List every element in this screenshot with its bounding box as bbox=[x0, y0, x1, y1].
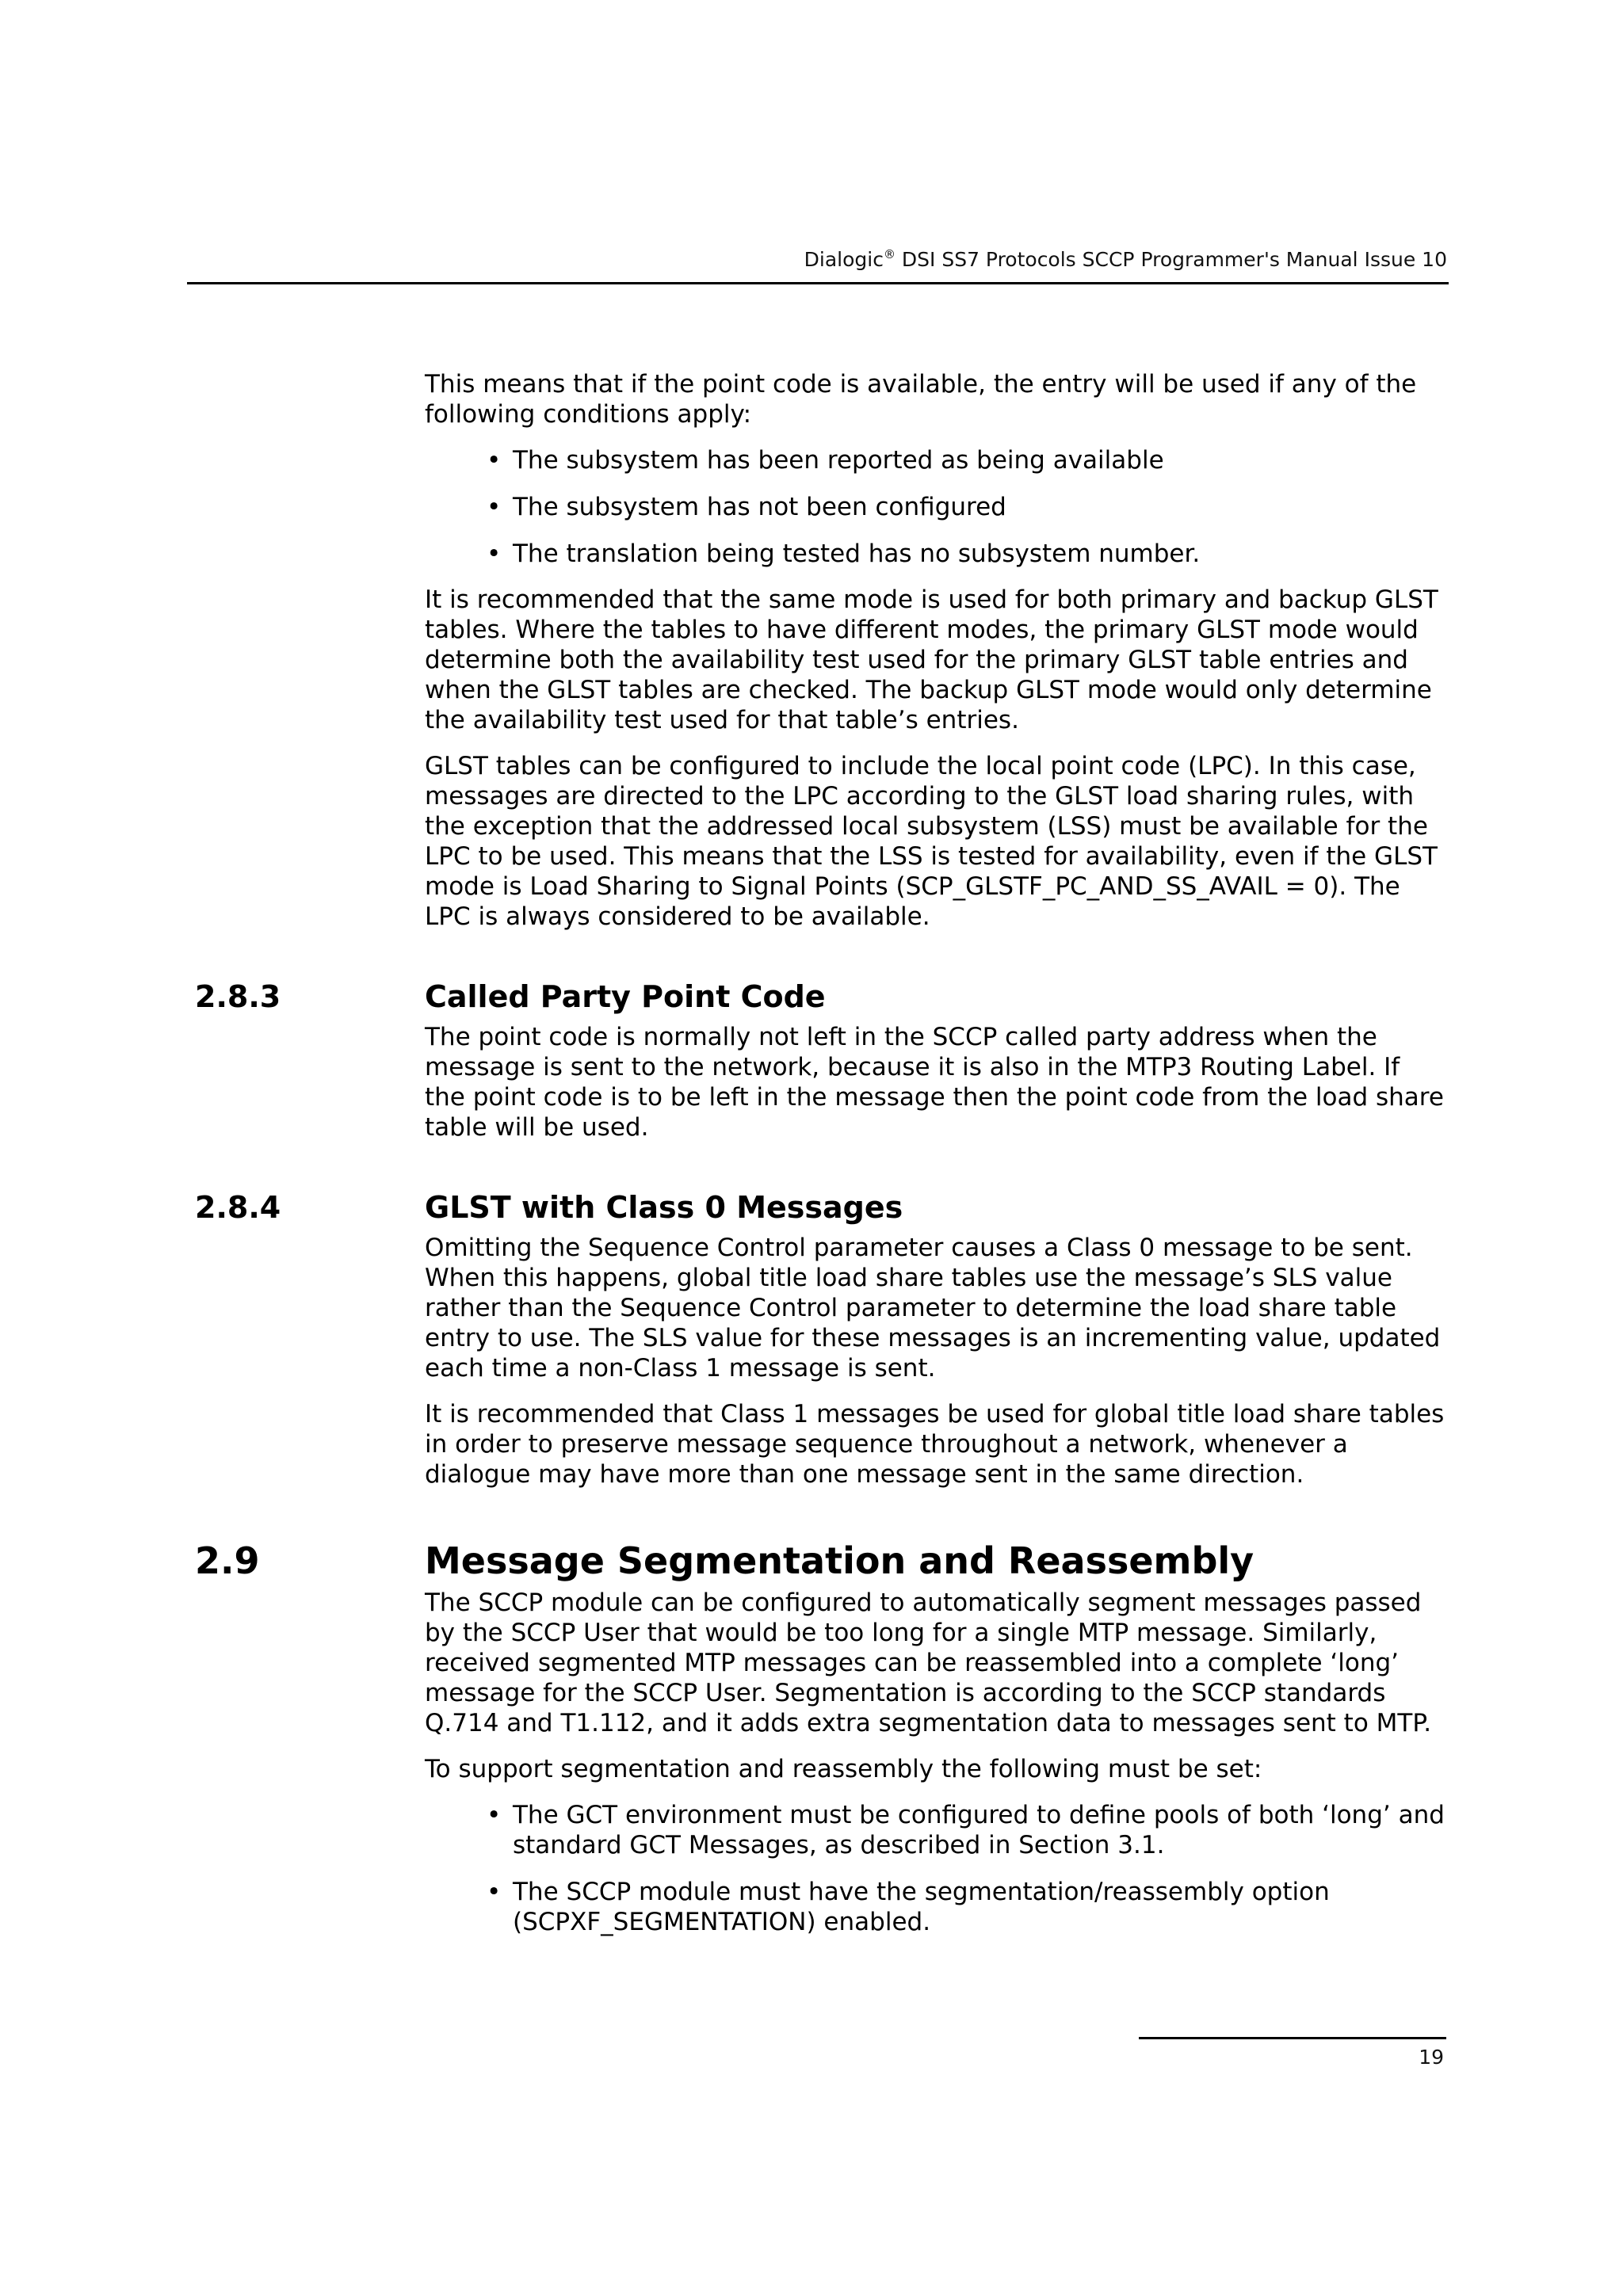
section-number: 2.9 bbox=[195, 1539, 260, 1582]
list-item: • The translation being tested has no subsystem number. bbox=[425, 539, 1447, 569]
section-number: 2.8.3 bbox=[195, 979, 281, 1014]
footer-rule bbox=[1139, 2037, 1446, 2039]
page-body bbox=[195, 369, 1447, 1953]
running-header bbox=[804, 247, 1447, 271]
class0-paragraph: Omitting the Sequence Control parameter causes a Class 0 message to be sent. When this happens, global title load share tables use the message’s SLS value rather than the Sequence Control parameter to determine the load share table entry to use. The SLS value for these messages is an incrementing value, updated each time a non-Class 1 message is sent. bbox=[425, 1234, 1441, 1383]
registered-mark: ® bbox=[883, 247, 896, 261]
section-title: GLST with Class 0 Messages bbox=[425, 1190, 903, 1225]
class1-recommendation-paragraph: It is recommended that Class 1 messages be used for global title load share tables in order to preserve message sequence throughout a network, whenever a dialogue may have more than one message sent in the same direction. bbox=[425, 1400, 1445, 1489]
section-number: 2.8.4 bbox=[195, 1190, 281, 1225]
header-title: DSI SS7 Protocols SCCP Programmer's Manual Issue 10 bbox=[895, 248, 1447, 271]
segmentation-paragraph: The SCCP module can be configured to automatically segment messages passed by the SCCP User that would be too long for a single MTP message. Similarly, received segmented MTP messages can be reassembled into a complete ‘long’ message for the SCCP User. Segmentation is according to the SCCP standards Q.714 and T1.112, and it adds extra segmentation data to messages sent to MTP. bbox=[425, 1589, 1432, 1737]
called-party-paragraph: The point code is normally not left in the SCCP called party address when the message is sent to the network, because it is also in the MTP3 Routing Label. If the point code is to be left in the message then the point code from the load share table will be used. bbox=[425, 1023, 1444, 1142]
section-heading-2-9 bbox=[195, 1539, 1447, 1583]
section-title: Message Segmentation and Reassembly bbox=[425, 1539, 1254, 1582]
list-item: • The subsystem has not been configured bbox=[425, 492, 1447, 522]
section-heading-2-8-4 bbox=[195, 1188, 1447, 1226]
glst-lpc-paragraph: GLST tables can be configured to include the local point code (LPC). In this case, messages are directed to the LPC according to the GLST load sharing rules, with the exception that the addressed local subsystem (LSS) must be available for the LPC to be used. This means that the LSS is tested for availability, even if the GLST mode is Load Sharing to Signal Points (SCP_GLSTF_PC_AND_SS_AVAIL = 0). The LPC is always considered to be available. bbox=[425, 752, 1438, 931]
glst-mode-paragraph: It is recommended that the same mode is used for both primary and backup GLST tables. Where the tables to have different modes, the primary GLST mode would determine both the availability test used for the primary GLST table entries and when the GLST tables are checked. The backup GLST mode would only determine the availability test used for that table’s entries. bbox=[425, 585, 1438, 734]
list-item: • The GCT environment must be configured to define pools of both ‘long’ and standard GCT Messages, as described in Section 3.1. bbox=[425, 1800, 1447, 1860]
requirements-list bbox=[425, 1800, 1447, 1937]
header-brand: Dialogic bbox=[804, 248, 884, 271]
page-number: 19 bbox=[1419, 2046, 1444, 2069]
section-title: Called Party Point Code bbox=[425, 979, 826, 1014]
list-item: • The SCCP module must have the segmentation/reassembly option (SCPXF_SEGMENTATION) enabled. bbox=[425, 1877, 1447, 1937]
intro-paragraph: This means that if the point code is available, the entry will be used if any of the following conditions apply: bbox=[425, 370, 1417, 429]
segmentation-requirements-intro: To support segmentation and reassembly the following must be set: bbox=[425, 1755, 1262, 1783]
list-item: • The subsystem has been reported as being available bbox=[425, 445, 1447, 475]
section-heading-2-8-3 bbox=[195, 978, 1447, 1016]
header-rule bbox=[187, 282, 1449, 284]
conditions-list bbox=[425, 445, 1447, 569]
